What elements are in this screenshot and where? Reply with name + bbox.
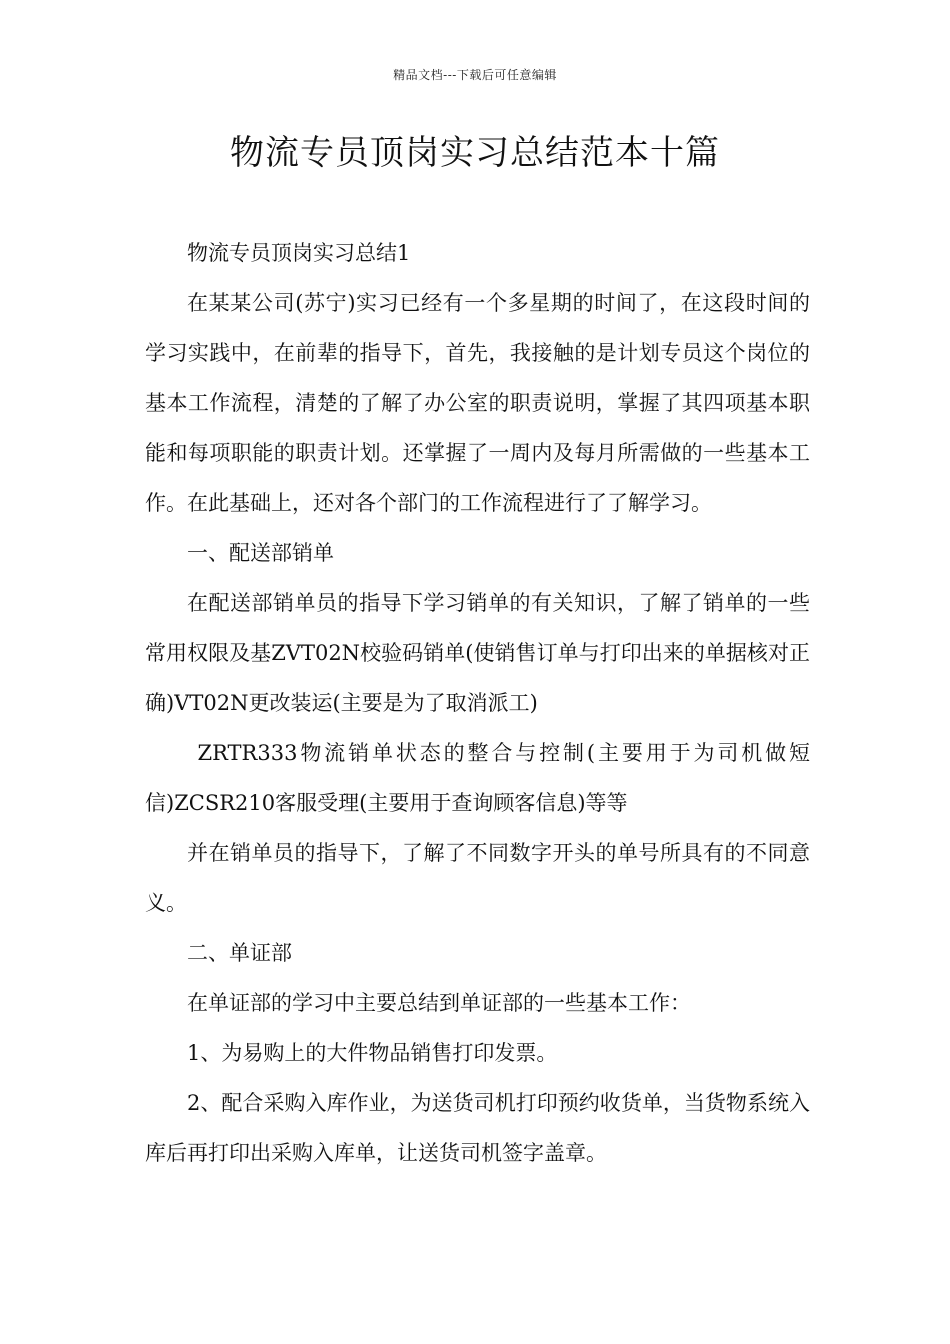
paragraph-delivery-1: 在配送部销单员的指导下学习销单的有关知识，了解了销单的一些常用权限及基ZVT02N校验码销单(使销售订单与打印出来的单据核对正确)VT02N更改装运(主要是为了取消派工) — [145, 591, 810, 715]
section-heading-delivery: 一、配送部销单 — [187, 541, 334, 565]
document-title: 物流专员顶岗实习总结范本十篇 — [230, 133, 720, 173]
document-body — [145, 228, 810, 1178]
section-heading-documents: 二、单证部 — [187, 941, 292, 965]
paragraph-intro: 在某某公司(苏宁)实习已经有一个多星期的时间了，在这段时间的学习实践中，在前辈的指导下，首先，我接触的是计划专员这个岗位的基本工作流程，清楚的了解了办公室的职责说明，掌握了其四项基本职能和每项职能的职责计划。还掌握了一周内及每月所需做的一些基本工作。在此基础上，还对各个部门的工作流程进行了了解学习。 — [145, 291, 810, 515]
paragraph-delivery-2: ZRTR333物流销单状态的整合与控制(主要用于为司机做短信)ZCSR210客服受理(主要用于查询顾客信息)等等 — [145, 741, 810, 815]
paragraph-documents-intro: 在单证部的学习中主要总结到单证部的一些基本工作： — [187, 991, 691, 1015]
paragraph-delivery-3: 并在销单员的指导下，了解了不同数字开头的单号所具有的不同意义。 — [145, 841, 810, 915]
paragraph-documents-item-2: 2、配合采购入库作业，为送货司机打印预约收货单，当货物系统入库后再打印出采购入库单，让送货司机签字盖章。 — [145, 1091, 810, 1165]
paragraph-documents-item-1: 1、为易购上的大件物品销售打印发票。 — [187, 1041, 558, 1065]
section-heading-1: 物流专员顶岗实习总结1 — [187, 241, 411, 265]
header-note: 精品文档---下载后可任意编辑 — [393, 68, 557, 82]
